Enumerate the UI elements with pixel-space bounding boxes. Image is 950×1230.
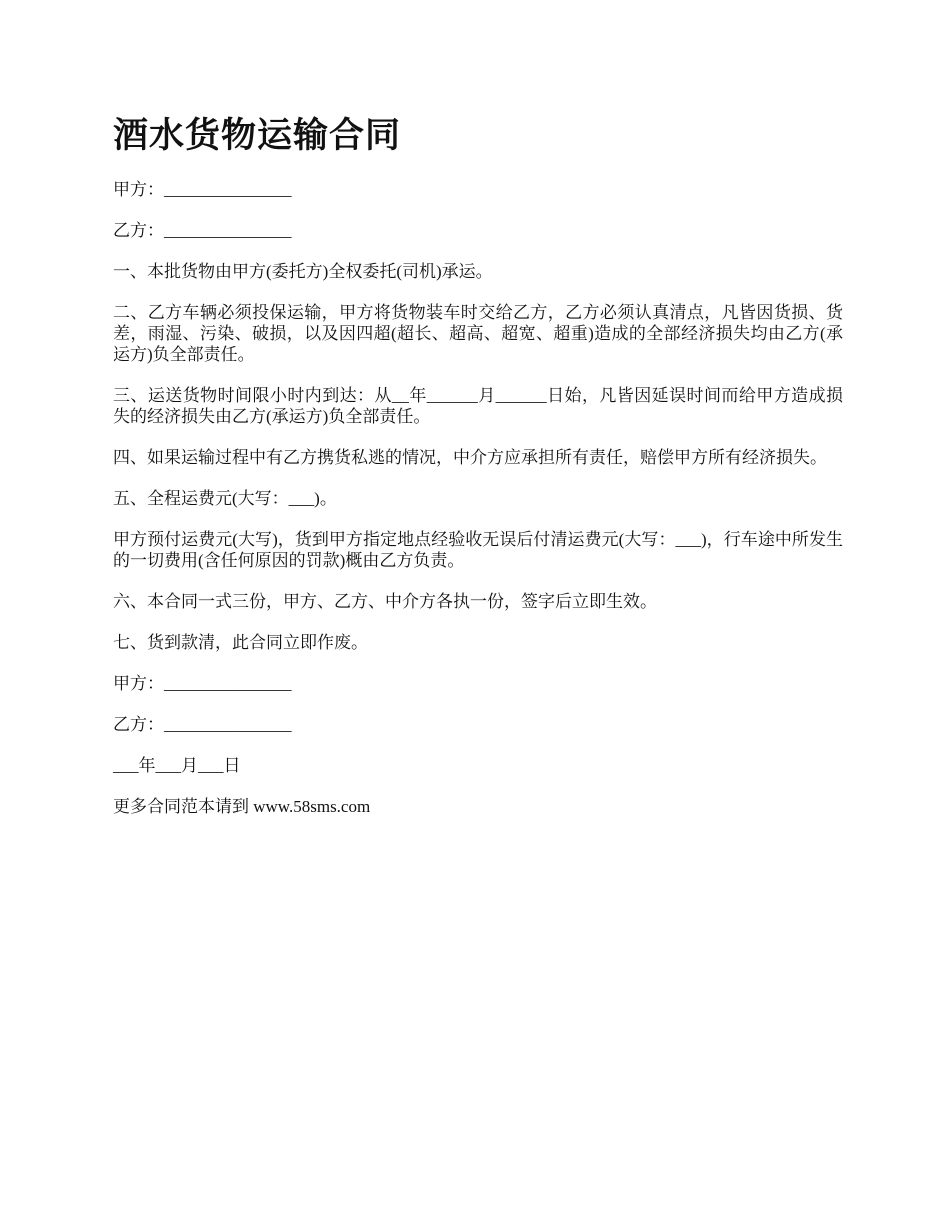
signature-date: ___年___月___日 <box>113 756 241 775</box>
party-a-line: 甲方：_______________ <box>113 180 292 199</box>
payment-clause: 甲方预付运费元(大写)，货到甲方指定地点经验收无误后付清运费元(大写：___)，行车途中所发生的一切费用(含任何原因的罚款)概由乙方负责。 <box>113 530 843 570</box>
document-title: 酒水货物运输合同 <box>113 115 402 156</box>
footer-note: 更多合同范本请到 www.58sms.com <box>113 797 371 816</box>
document-page <box>113 110 843 837</box>
clause-4: 四、如果运输过程中有乙方携货私逃的情况，中介方应承担所有责任，赔偿甲方所有经济损失。 <box>113 448 827 467</box>
clause-3: 三、运送货物时间限小时内到达：从__年______月______日始，凡皆因延误时间而给甲方造成损失的经济损失由乙方(承运方)负全部责任。 <box>113 386 843 426</box>
party-b-line: 乙方：_______________ <box>113 221 292 240</box>
clause-1: 一、本批货物由甲方(委托方)全权委托(司机)承运。 <box>113 262 493 281</box>
clause-6: 六、本合同一式三份，甲方、乙方、中介方各执一份，签字后立即生效。 <box>113 592 657 611</box>
clause-7: 七、货到款清，此合同立即作废。 <box>113 633 368 652</box>
clause-5: 五、全程运费元(大写：___)。 <box>113 489 337 508</box>
clause-2: 二、乙方车辆必须投保运输，甲方将货物装车时交给乙方，乙方必须认真清点，凡皆因货损、货差，雨湿、污染、破损，以及因四超(超长、超高、超宽、超重)造成的全部经济损失均由乙方(承运方)负全部责任。 <box>113 303 843 364</box>
signature-party-a: 甲方：_______________ <box>113 674 292 693</box>
signature-party-b: 乙方：_______________ <box>113 715 292 734</box>
